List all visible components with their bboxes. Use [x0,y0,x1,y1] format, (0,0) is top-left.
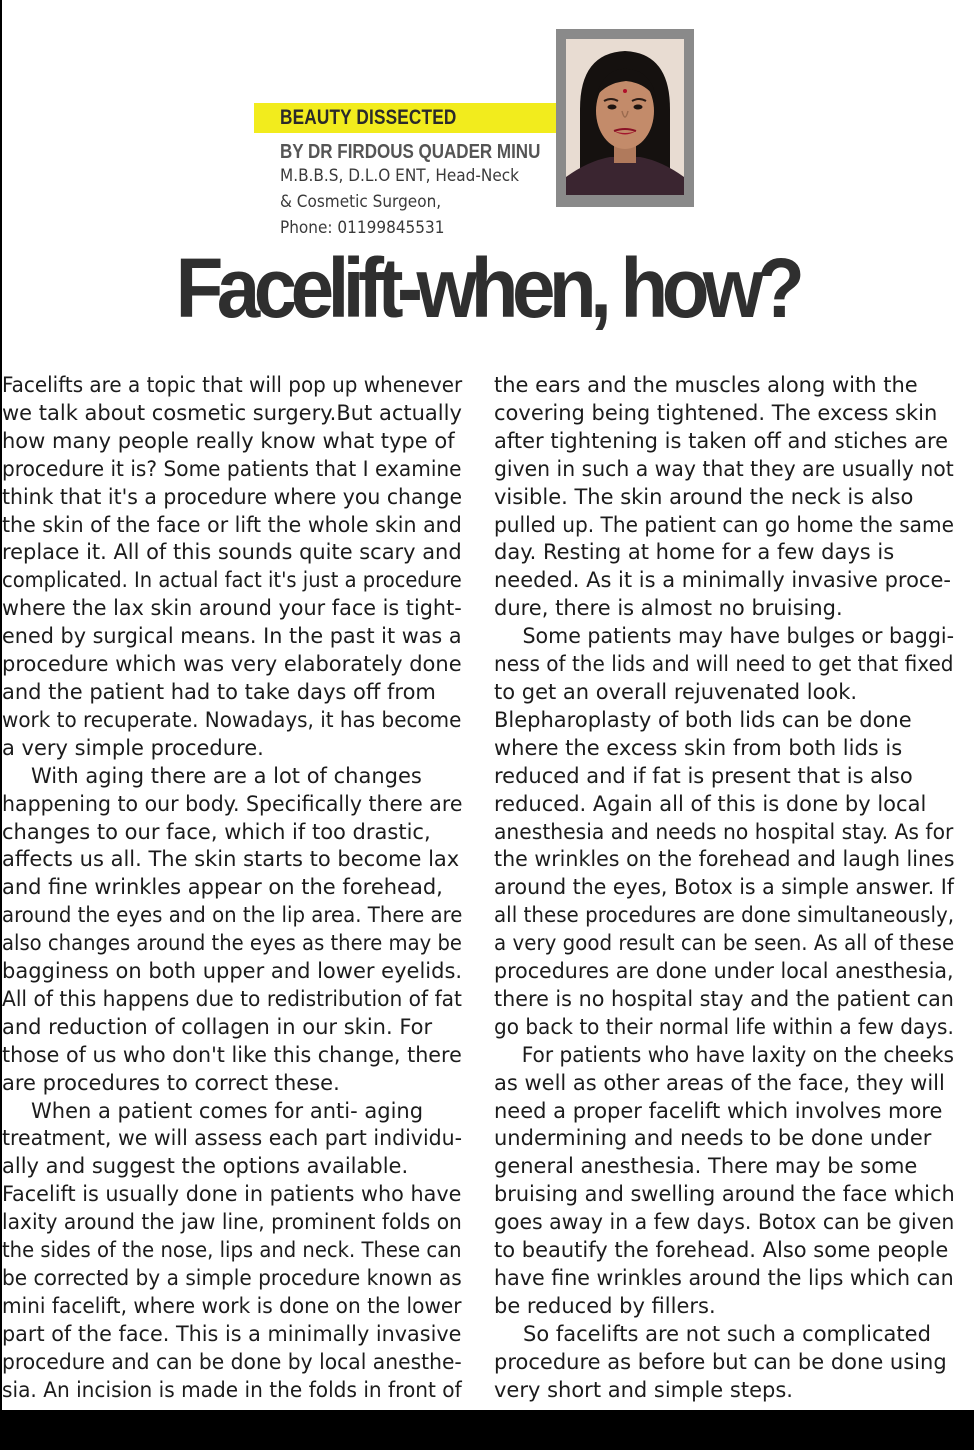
text-line: procedure it is? Some patients that I examine [2,456,462,481]
author-credentials: M.B.B.S, D.L.O ENT, Head-Neck [280,166,520,186]
text-line: When a patient comes for anti- aging [31,1098,424,1123]
author-byline: BY DR FIRDOUS QUADER MINU [280,141,541,163]
text-line: where the excess skin from both lids is [494,735,903,760]
headline: Facelift-when, how? [175,241,799,335]
paragraph [494,1321,954,1405]
text-line: ally and suggest the options available. [2,1154,409,1179]
text-line: procedures are done under local anesthesia, [494,959,954,984]
text-line: complicated. In actual fact it's just a procedure [2,568,462,593]
text-line: procedure which was very elaborately done [2,652,462,677]
text-line: So facelifts are not such a complicated [523,1321,931,1346]
section-tag [254,103,556,133]
text-line: there is no hospital stay and the patient can [494,986,954,1011]
text-line: general anesthesia. There may be some [494,1154,918,1179]
text-line: Blepharoplasty of both lids can be done [494,707,912,732]
article-column-right [494,372,954,1405]
text-line: reduced. Again all of this is done by local [494,791,927,816]
text-line: part of the face. This is a minimally invasive [2,1321,462,1346]
text-line: to get an overall rejuvenated look. [494,679,858,704]
text-line: dure, there is almost no bruising. [494,596,843,621]
text-line: around the eyes, Botox is a simple answer. If [494,875,955,900]
text-line: needed. As it is a minimally invasive proce- [494,568,951,593]
text-line: go back to their normal life within a few days. [494,1014,954,1039]
text-line: and the patient had to take days off from [2,679,436,704]
text-line: day. Resting at home for a few days is [494,540,895,565]
text-line: have fine wrinkles around the lips which can [494,1266,954,1290]
text-line: bagginess on both upper and lower eyelids. [2,959,463,984]
text-line: also changes around the eyes as there may be [2,931,462,956]
text-line: covering being tightened. The excess skin [494,400,938,425]
text-line: Some patients may have bulges or baggi- [522,624,955,649]
text-line: be corrected by a simple procedure known as [2,1266,462,1290]
text-line: affects us all. The skin starts to become lax [2,847,460,872]
text-line: around the eyes and on the lip area. There are [2,903,463,928]
text-line: For patients who have laxity on the cheeks [521,1042,954,1067]
paragraph [2,1098,462,1405]
text-line: sia. An incision is made in the folds in front of [2,1377,462,1402]
section-title: BEAUTY DISSECTED [280,106,457,129]
paragraph [494,1042,954,1321]
text-line: undermining and needs to be done under [494,1126,932,1151]
text-line: the ears and the muscles along with the [494,373,918,397]
text-line: the wrinkles on the forehead and laugh lines [494,847,955,872]
text-line: mini facelift, where work is done on the lower [2,1293,462,1318]
text-line: how many people really know what type of [2,428,455,453]
text-line: be reduced by fillers. [494,1293,716,1318]
text-line: Facelifts are a topic that will pop up whenever [2,373,463,397]
text-line: reduced and if fat is present that is also [494,763,913,788]
text-line: procedure and can be done by local anesthe- [2,1349,462,1374]
text-line: replace it. All of this sounds quite scary and [2,540,462,565]
text-line: anesthesia and needs no hospital stay. As for [494,819,954,844]
text-line: Facelift is usually done in patients who have [2,1182,462,1207]
text-line: visible. The skin around the neck is also [494,484,914,509]
text-line: are procedures to correct these. [2,1070,340,1095]
text-line: changes to our face, which if too drastic, [2,819,431,844]
text-line: a very good result can be seen. As all of these [494,931,955,956]
article-column-left [2,372,462,1405]
author-specialty: & Cosmetic Surgeon, [280,192,442,212]
paragraph [494,372,954,623]
text-line: as well as other areas of the face, they will [494,1070,945,1095]
text-line: laxity around the jaw line, prominent folds on [2,1210,462,1235]
author-phone: Phone: 01199845531 [280,218,445,238]
text-line: where the lax skin around your face is tight- [2,596,462,621]
text-line: the skin of the face or lift the whole skin and [2,512,462,537]
text-line: given in such a way that they are usually not [494,456,954,481]
text-line: bruising and swelling around the face which [494,1182,955,1207]
text-line: need a proper facelift which involves more [494,1098,943,1123]
text-line: goes away in a few days. Botox can be given [494,1210,955,1235]
text-line: a very simple procedure. [2,735,264,760]
text-line: to beautify the forehead. Also some people [494,1238,949,1263]
paragraph [2,372,462,763]
text-line: the sides of the nose, lips and neck. These can [2,1238,462,1263]
text-line: work to recuperate. Nowadays, it has become [2,707,462,732]
paragraph [494,623,954,1042]
author-photo [566,39,684,195]
bottom-border [0,1410,974,1450]
paragraph [2,763,462,1098]
text-line: ened by surgical means. In the past it was a [2,624,462,649]
text-line: and reduction of collagen in our skin. For [2,1014,433,1039]
text-line: all these procedures are done simultaneously, [494,903,955,928]
text-line: and fine wrinkles appear on the forehead, [2,875,443,900]
text-line: procedure as before but can be done using [494,1349,947,1374]
text-line: ness of the lids and will need to get that fixed [494,652,954,677]
author-photo-frame [556,29,694,207]
text-line: those of us who don't like this change, there [2,1042,462,1067]
text-line: happening to our body. Specifically there are [2,791,463,816]
text-line: very short and simple steps. [494,1377,793,1402]
text-line: treatment, we will assess each part individu- [2,1126,463,1151]
text-line: think that it's a procedure where you change [2,484,463,509]
text-line: we talk about cosmetic surgery.But actually [2,400,462,425]
text-line: after tightening is taken off and stiches are [494,428,949,453]
text-line: All of this happens due to redistribution of fat [2,986,462,1011]
text-line: With aging there are a lot of changes [31,763,422,788]
text-line: pulled up. The patient can go home the same [494,512,954,537]
